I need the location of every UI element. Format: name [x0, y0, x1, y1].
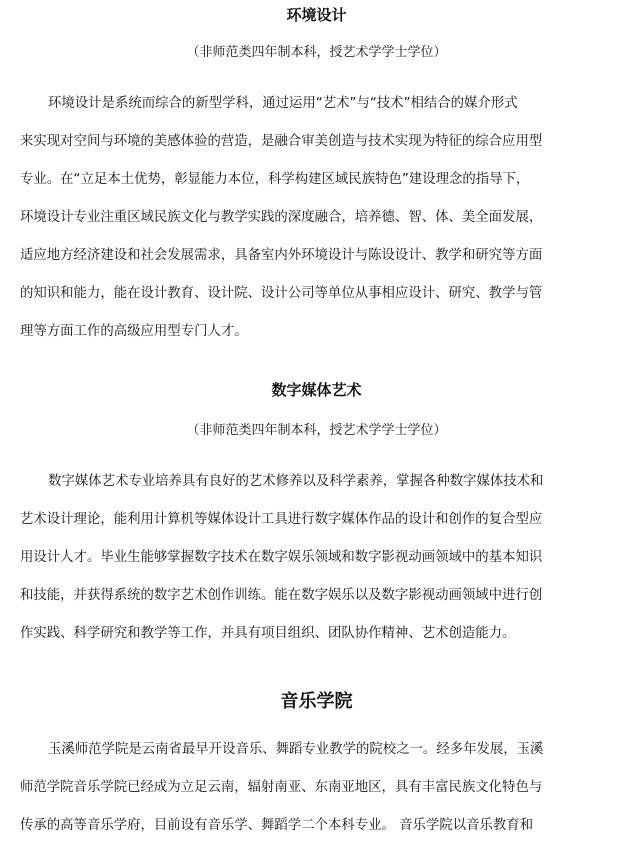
paragraph-line: 来实现对空间与环境的美感体验的营造，是融合审美创造与技术实现为特征的综合应用型	[20, 134, 543, 149]
paragraph-line: 传承的高等音乐学府，目前设有音乐学、舞蹈学二个本科专业。 音乐学院以音乐教育和	[20, 818, 534, 833]
paragraph-line: 玉溪师范学院是云南省最早开设音乐、舞蹈专业教学的院校之一。经多年发展，玉溪	[48, 742, 544, 757]
paragraph-line: 和技能，并获得系统的数字艺术创作训练。能在数字娱乐以及数字影视动画领域中进行创	[20, 588, 543, 603]
paragraph-line: 师范学院音乐学院已经成为立足云南，辐射南亚、东南亚地区，具有丰富民族文化特色与	[20, 780, 543, 795]
paragraph-line: 艺术设计理论，能利用计算机等媒体设计工具进行数字媒体作品的设计和创作的复合型应	[20, 512, 543, 527]
section-subtitle-environment-design: （非师范类四年制本科，授艺术学学士学位）	[186, 45, 447, 60]
paragraph-line: 环境设计专业注重区域民族文化与教学实践的深度融合，培养德、智、体、美全面发展，	[20, 210, 543, 225]
paragraph-line: 环境设计是系统而综合的新型学科，通过运用“艺术”与“技术”相结合的媒介形式	[48, 96, 518, 111]
paragraph-line: 作实践、科学研究和教学等工作，并具有项目组织、团队协作精神、艺术创造能力。	[20, 626, 516, 641]
paragraph-line: 的知识和能力，能在设计教育、设计院、设计公司等单位从事相应设计、研究、教学与管	[20, 286, 543, 301]
paragraph-line: 用设计人才。毕业生能够掌握数字技术在数字娱乐领域和数字影视动画领域中的基本知识	[20, 550, 543, 565]
paragraph-line: 适应地方经济建设和社会发展需求，具备室内外环境设计与陈设设计、教学和研究等方面	[20, 248, 543, 263]
section-subtitle-digital-media-art: （非师范类四年制本科，授艺术学学士学位）	[186, 423, 447, 438]
paragraph-line: 专业。在“立足本土优势，彰显能力本位，科学构建区域民族特色”建设理念的指导下，	[20, 172, 530, 187]
section-title-music-school: 音乐学院	[280, 691, 353, 712]
paragraph-line: 数字媒体艺术专业培养具有良好的艺术修养以及科学素养，掌握各种数字媒体技术和	[48, 474, 544, 489]
section-title-environment-design: 环境设计	[286, 6, 347, 24]
section-title-digital-media-art: 数字媒体艺术	[271, 381, 362, 399]
paragraph-line: 理等方面工作的高级应用型专门人才。	[20, 324, 248, 339]
